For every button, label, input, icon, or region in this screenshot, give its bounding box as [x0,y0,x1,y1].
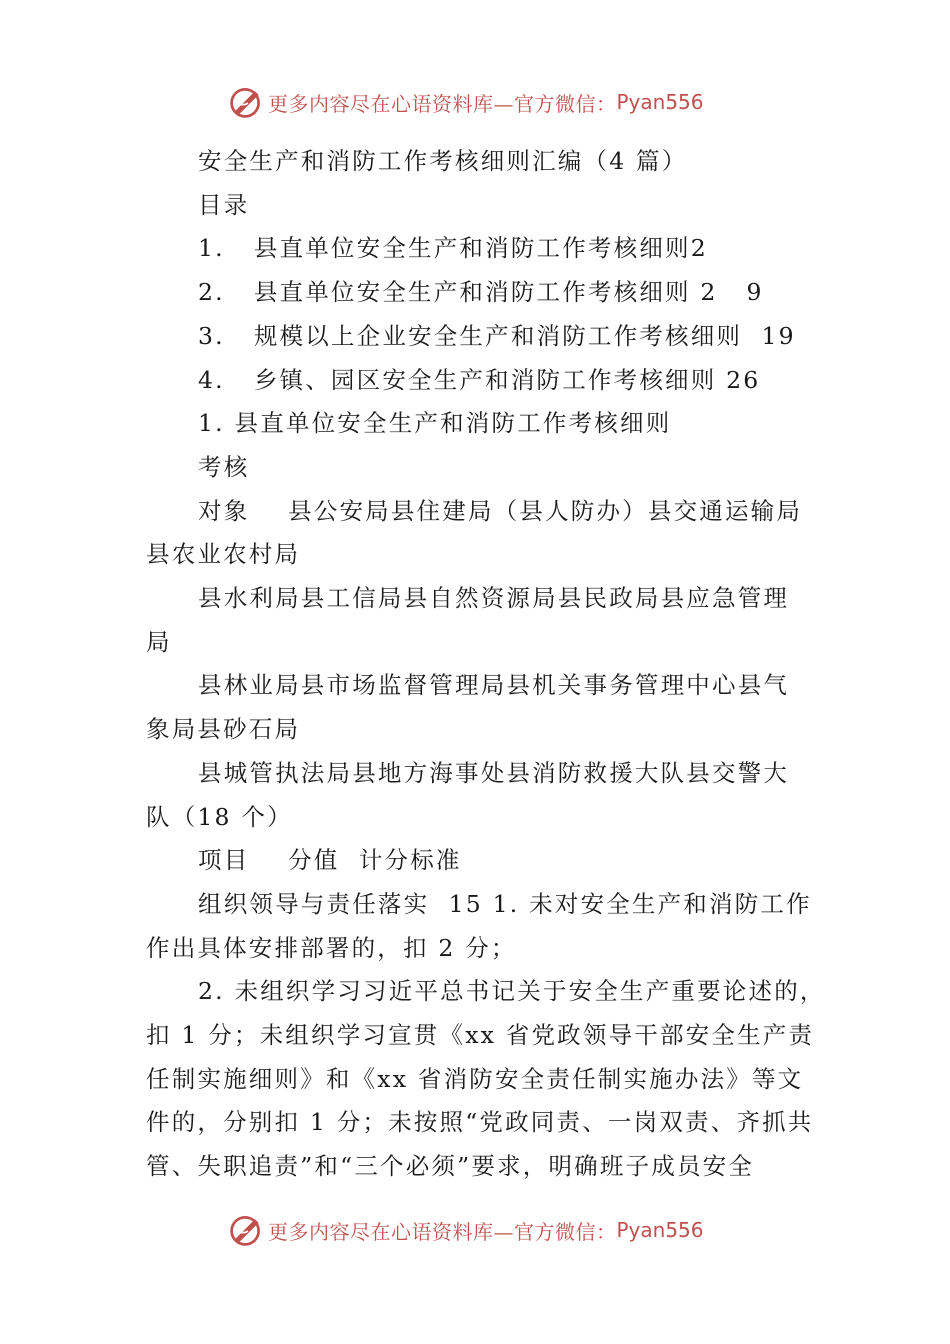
text-line: 考核 [198,452,250,481]
text-line: 1. 县直单位安全生产和消防工作考核细则2 [198,234,708,263]
text-line: 目录 [198,190,250,219]
watermark-text: 更多内容尽在心语资料库—官方微信： [268,91,617,116]
text-line: 对象 县公安局县住建局（县人防办）县交通运输局 [198,496,803,525]
text-line: 县城管执法局县地方海事处县消防救援大队县交警大 [198,758,790,787]
pen-logo-icon [228,84,264,120]
text-line: 县农业农村局 [146,540,301,569]
text-line: 件的，分别扣 1 分；未按照“党政同责、一岗双责、齐抓共 [146,1108,814,1137]
text-line: 县水利局县工信局县自然资源局县民政局县应急管理 [198,584,790,613]
text-line: 4. 乡镇、园区安全生产和消防工作考核细则 26 [198,365,761,394]
text-line: 2. 县直单位安全生产和消防工作考核细则 2 9 [198,278,764,307]
text-line: 局 [146,627,172,656]
text-line: 1. 县直单位安全生产和消防工作考核细则 [198,409,672,438]
text-line: 任制实施细则》和《xx 省消防安全责任制实施办法》等文 [146,1064,804,1093]
text-line: 县林业局县市场监督管理局县机关事务管理中心县气 [198,671,790,700]
watermark-text: 更多内容尽在心语资料库—官方微信： [268,1219,617,1244]
text-line: 3. 规模以上企业安全生产和消防工作考核细则 19 [198,321,796,350]
text-line: 扣 1 分；未组织学习宣贯《xx 省党政领导干部安全生产责 [146,1021,815,1050]
document-body [146,140,826,1189]
text-line: 项目 分值 计分标准 [198,846,462,875]
text-line: 2. 未组织学习习近平总书记关于安全生产重要论述的， [198,977,826,1006]
header-watermark-banner [228,84,704,120]
text-line: 管、失职追责”和“三个必须”要求，明确班子成员安全 [146,1152,755,1181]
text-line: 队（18 个） [146,802,293,831]
pen-logo-icon [228,1212,264,1248]
text-line: 安全生产和消防工作考核细则汇编（4 篇） [198,147,688,175]
text-line: 组织领导与责任落实 15 1. 未对安全生产和消防工作 [198,889,812,918]
wechat-id: Pyan556 [616,90,704,114]
wechat-id: Pyan556 [616,1218,704,1242]
footer-watermark-banner [228,1212,704,1248]
text-line: 作出具体安排部署的，扣 2 分； [146,933,517,962]
text-line: 象局县砂石局 [146,715,301,744]
